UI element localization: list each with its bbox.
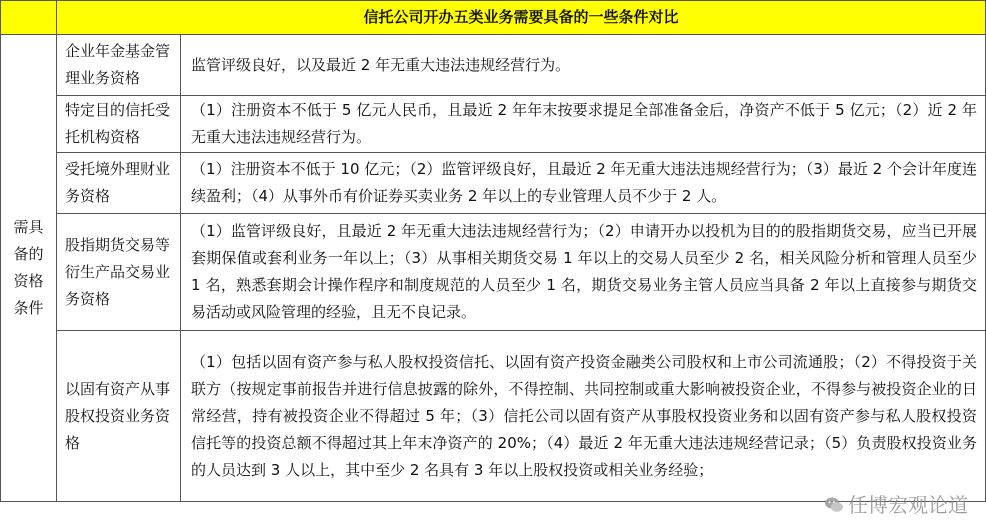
qualification-name: 以固有资产从事股权投资业务资格 [57,331,181,502]
qualification-condition: （1）注册资本不低于 5 亿元人民币，且最近 2 年年末按要求提足全部准备金后，净资产不低于 5 亿元；（2）近 2 年无重大违法违规经营行为。 [181,96,986,153]
qualification-name: 受托境外理财业务资格 [57,153,181,214]
table-title: 信托公司开办五类业务需要具备的一些条件对比 [57,1,986,35]
table-row [1,214,986,331]
qualification-condition: （1）监管评级良好，且最近 2 年无重大违法违规经营行为；（2）申请开办以投机为目的的股指期货交易，应当已开展套期保值或套利业务一年以上；（3）从事相关期货交易 1 年以上的交易人员至少 2 名，相关风险分析和管理人员至少 1 名，熟悉套期会计操作程序和制度规范的人员至少 1 名，期货交易业务主管人员应当具备 2 年以上直接参与期货交易活动或风险管理的经验，且无不良记录。 [181,214,986,331]
header-row [1,1,986,35]
watermark [824,493,968,517]
table-row [1,153,986,214]
qualification-name: 特定目的信托受托机构资格 [57,96,181,153]
qualification-name: 股指期货交易等衍生产品交易业务资格 [57,214,181,331]
watermark-text: 任博宏观论道 [848,493,968,517]
wechat-icon [824,495,844,515]
table-row [1,96,986,153]
qualification-condition: 监管评级良好，以及最近 2 年无重大违法违规经营行为。 [181,35,986,96]
header-blank-cell [1,1,57,35]
table-row [1,331,986,502]
qualification-condition: （1）包括以固有资产参与私人股权投资信托、以固有资产投资金融类公司股权和上市公司流通股；（2）不得投资于关联方（按规定事前报告并进行信息披露的除外，不得控制、共同控制或重大影响被投资企业，不得参与被投资企业的日常经营，持有被投资企业不得超过 5 年；（3）信托公司以固有资产从事股权投资业务和以固有资产参与私人股权投资信托等的投资总额不得超过其上年末净资产的 20%；（4）最近 2 年无重大违法违规经营记录；（5）负责股权投资业务的人员达到 3 人以上，其中至少 2 名具有 3 年以上股权投资或相关业务经验； [181,331,986,502]
table-row [1,35,986,96]
qualification-name: 企业年金基金管理业务资格 [57,35,181,96]
qualification-condition: （1）注册资本不低于 10 亿元；（2）监管评级良好，且最近 2 年无重大违法违规经营行为；（3）最近 2 个会计年度连续盈利；（4）从事外币有价证券买卖业务 2 年以上的专业管理人员不少于 2 人。 [181,153,986,214]
group-label: 需具备的资格条件 [1,35,57,502]
